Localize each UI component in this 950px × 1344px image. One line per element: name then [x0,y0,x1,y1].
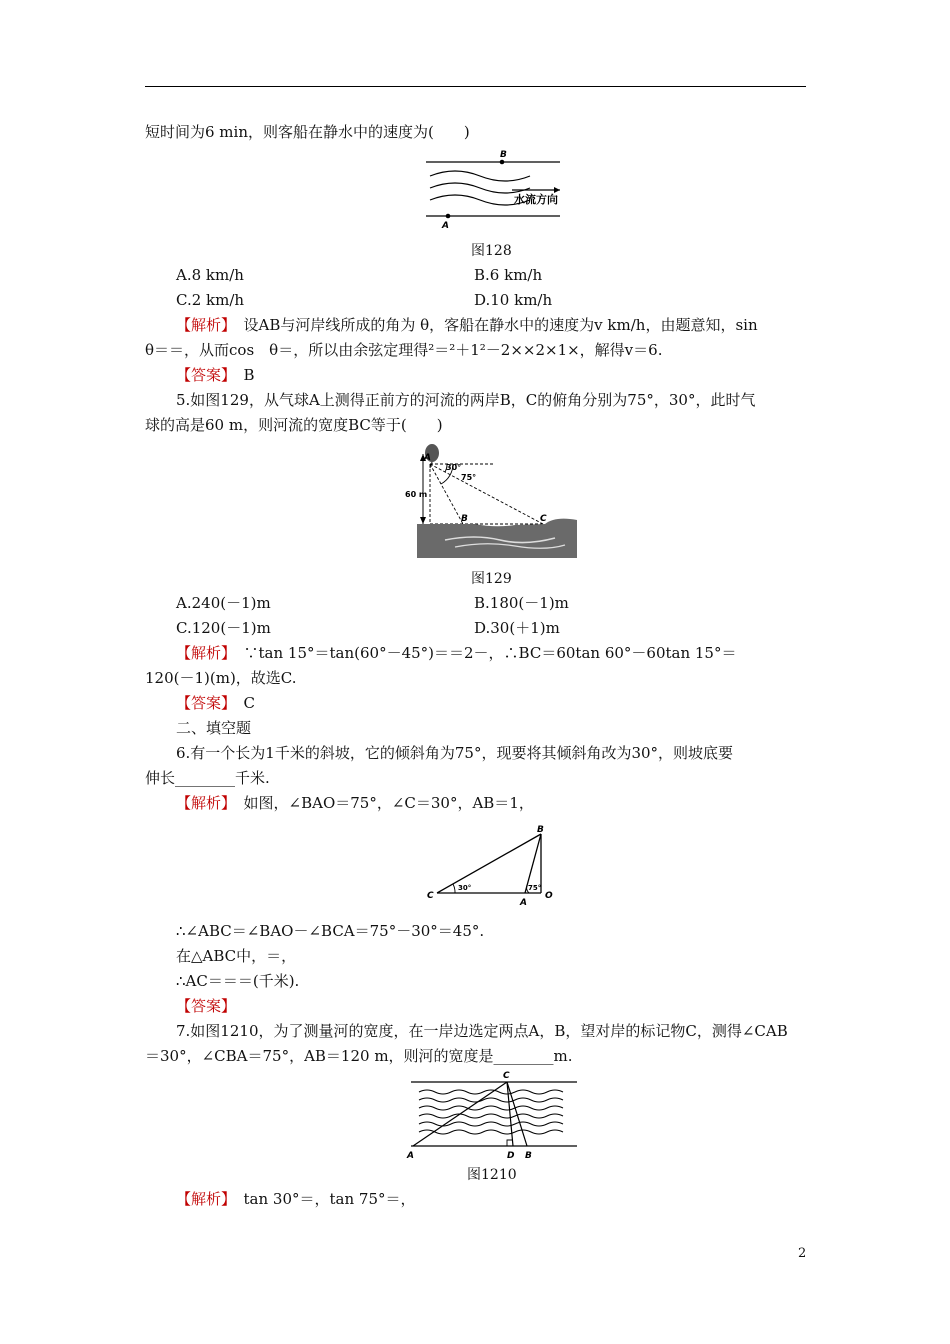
jiexi-tag: 【解析】 [176,1190,229,1208]
figure-1210-caption: 图1210 [467,1167,517,1183]
fig1210-label-d: D [507,1151,515,1161]
fig129-label-a: A [424,453,431,463]
q6fig-label-o: O [545,891,553,901]
jiexi-tag: 【解析】 [176,644,229,662]
fig1210-label-c: C [503,1071,510,1081]
fig129-height-label: 60 m [405,490,428,499]
figure-129 [405,440,585,565]
q4-option-c: C.2 km/h [176,291,245,309]
fig129-angle-30: 30° [446,463,462,472]
q6-answer [176,996,236,1016]
figure-129-caption: 图129 [471,571,512,587]
jiexi-tag: 【解析】 [176,794,229,812]
question4-tail: 短时间为6 min，则客船在静水中的速度为( ) [145,123,470,141]
question7-line1: 7.如图1210，为了测量河的宽度，在一岸边选定两点A，B，望对岸的标记物C，测得∠CAB [176,1022,788,1040]
q5-option-d: D.30(＋1)m [474,619,560,637]
fig129-label-b: B [461,514,468,524]
section-heading-fill-blank: 二、填空题 [176,719,252,737]
q4-option-d: D.10 km/h [474,291,553,309]
q6-solution-line4: ∴AC＝＝＝(千米). [176,972,300,990]
question5-line2: 球的高是60 m，则河流的宽度BC等于( ) [145,416,443,434]
q4-option-a: A.8 km/h [176,266,244,284]
fig128-label-a: A [442,221,449,231]
figure-128 [420,146,570,236]
q6fig-label-a: A [520,898,527,908]
q5-answer: 【答案】 C [176,694,255,712]
q5-solution-line1: 【解析】 ∵tan 15°＝tan(60°－45°)＝＝2－，∴BC＝60tan 60°－60tan 15°＝ [176,644,737,662]
q6fig-angle-30: 30° [458,884,472,892]
header-rule [145,86,806,87]
q6fig-label-c: C [427,891,434,901]
question6-line1: 6.有一个长为1千米的斜坡，它的倾斜角为75°，现要将其倾斜角改为30°，则坡底要 [176,744,734,762]
q4-answer: 【答案】 B [176,366,255,384]
daan-tag: 【答案】 [176,694,229,712]
fig129-angle-75: 75° [461,473,477,482]
figure-1210 [405,1068,585,1160]
q6fig-angle-75: 75° [528,884,542,892]
jiexi-tag: 【解析】 [176,316,229,334]
q6-solution-line1: 【解析】 如图，∠BAO＝75°，∠C＝30°，AB＝1， [176,794,534,812]
fig129-label-c: C [540,514,547,524]
daan-tag: 【答案】 [176,997,237,1015]
daan-tag: 【答案】 [176,366,229,384]
q6fig-label-b: B [537,825,544,835]
q4-option-b: B.6 km/h [474,266,543,284]
q5-solution-line2: 120(－1)(m)，故选C. [145,669,297,687]
fig128-label-b: B [500,150,507,160]
page-number: 2 [798,1246,807,1261]
q5-option-a: A.240(－1)m [176,594,271,612]
question5-line1: 5.如图129，从气球A上测得正前方的河流的两岸B，C的俯角分别为75°，30°，此时气 [176,391,756,409]
q4-solution-line1: 【解析】 设AB与河岸线所成的角为 θ，客船在静水中的速度为v km/h，由题意知，sin [176,316,758,334]
figure-q6-triangle [425,822,565,908]
fig1210-label-b: B [525,1151,532,1161]
question6-line2: 伸长________千米. [145,769,270,787]
question7-line2: ＝30°，∠CBA＝75°，AB＝120 m，则河的宽度是________m. [145,1047,573,1065]
fig128-water-flow-label: 水流方向 [514,193,558,206]
q6-solution-line3: 在△ABC中，＝， [176,947,297,965]
fig1210-label-a: A [407,1151,414,1161]
q4-solution-line2: θ＝＝，从而cos θ＝，所以由余弦定理得²＝²＋1²－2××2×1×，解得v＝6. [145,341,663,359]
figure-128-caption: 图128 [471,243,512,259]
q6-solution-line2: ∴∠ABC＝∠BAO－∠BCA＝75°－30°＝45°. [176,922,485,940]
q5-option-c: C.120(－1)m [176,619,271,637]
q7-solution-line1: 【解析】 tan 30°＝，tan 75°＝， [176,1190,416,1208]
q5-option-b: B.180(－1)m [474,594,569,612]
